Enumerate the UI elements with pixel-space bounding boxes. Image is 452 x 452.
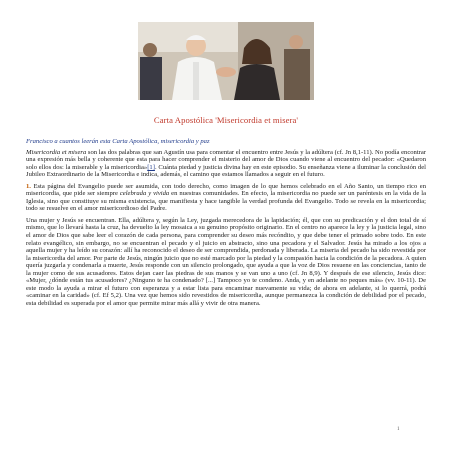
section-1-text-2: en nuestras comunidades. En efecto, la misericordia no puede ser un paréntesis en la vida de la Iglesia, sino que constituye su misma existencia, que manifiesta y hace tangible la verdad profunda del Evangelio. Todo se revela en la misericordia; todo se resuelve en el amor misericordioso del Padre. [26, 190, 427, 213]
section-1-paragraph [26, 183, 426, 213]
document-body [26, 138, 426, 311]
page-number: 1 [397, 427, 400, 432]
header-photo [138, 22, 314, 100]
intro-term: Misericordia et misera [26, 148, 87, 156]
body-paragraph-2: Una mujer y Jesús se encuentran. Ella, adúltera y, según la Ley, juzgada merecedora de la lapidación; él, que con su predicación y el don total de sí mismo, que lo llevará hasta la cruz, ha devuelto la ley mosaica a su genuino propósito originario. En el centro no aparece la ley y la justicia legal, sino el amor de Dios que sabe leer el corazón de cada persona, para comprender su deseo más recóndito, y que debe tener el primado sobre todo. En este relato evangélico, sin embargo, no se encuentran el pecado y el juicio en abstracto, sino una pecadora y el Salvador. Jesús ha mirado a los ojos a aquella mujer y ha leído su corazón: allí ha reconocido el deseo de ser comprendida, perdonada y liberada. La miseria del pecado ha sido revestida por la misericordia del amor. Por parte de Jesús, ningún juicio que no esté marcado por la piedad y la compasión hacia la condición de la pecadora. A quien quería juzgarla y condenarla a muerte, Jesús responde con un silencio prolongado, que ayuda a que la voz de Dios resuene en las conciencias, tanto de la mujer como de sus acusadores. Estos dejan caer las piedras de sus manos y se van uno a uno (cf. Jn 8,9). Y después de ese silencio, Jesús dice: «Mujer, ¿dónde están tus acusadores? ¿Ninguno te ha condenado? [...] Tampoco yo te condeno. Anda, y en adelante no peques más» (vv. 10-11). De este modo la ayuda a mirar el futuro con esperanza y a estar lista para encaminar nuevamente su vida; de ahora en adelante, si lo querrá, podrá «caminar en la caridad» (cf. Ef 5,2). Una vez que hemos sido revestidos de misericordia, aunque permanezca la condición de debilidad por el pecado, esta debilidad es superada por el amor que permite mirar más allá y vivir de otra manera. [26, 216, 426, 307]
document-title: Carta Apostólica 'Misericordia et misera' [153, 115, 299, 125]
intro-text-2: . Cuánta piedad y justicia divina hay en este episodio. Su enseñanza viene a iluminar la conclusión del Jubileo Extraordinario de la Misericordia e indica, además, el camino que estamos llamados a seguir en el futuro. [26, 163, 426, 179]
intro-text-1: son las dos palabras que san Agustín usa para comentar el encuentro entre Jesús y la adúltera (cf. Jn 8,1-11). No podía encontrar una expresión más bella y coherente que esta para hacer comprender el misterio del amor de Dios cuando viene al encuentro del pecador: «Quedaron solo ellos dos: la miserable y la misericordia» [26, 148, 426, 171]
section-number: 1. [26, 182, 31, 190]
section-1-emphasis: celebrada y vivida [119, 190, 170, 198]
document-subtitle: Francisco a cuantos leerán esta Carta Apostólica, misericordia y paz [26, 138, 210, 145]
intro-paragraph [26, 149, 426, 179]
section-1-text-1: Esta página del Evangelio puede ser asumida, con todo derecho, como imagen de lo que hemos celebrado en el Año Santo, un tiempo rico en misericordia, que pide ser siempre [26, 182, 426, 198]
footnote-link[interactable]: [1] [147, 163, 155, 171]
